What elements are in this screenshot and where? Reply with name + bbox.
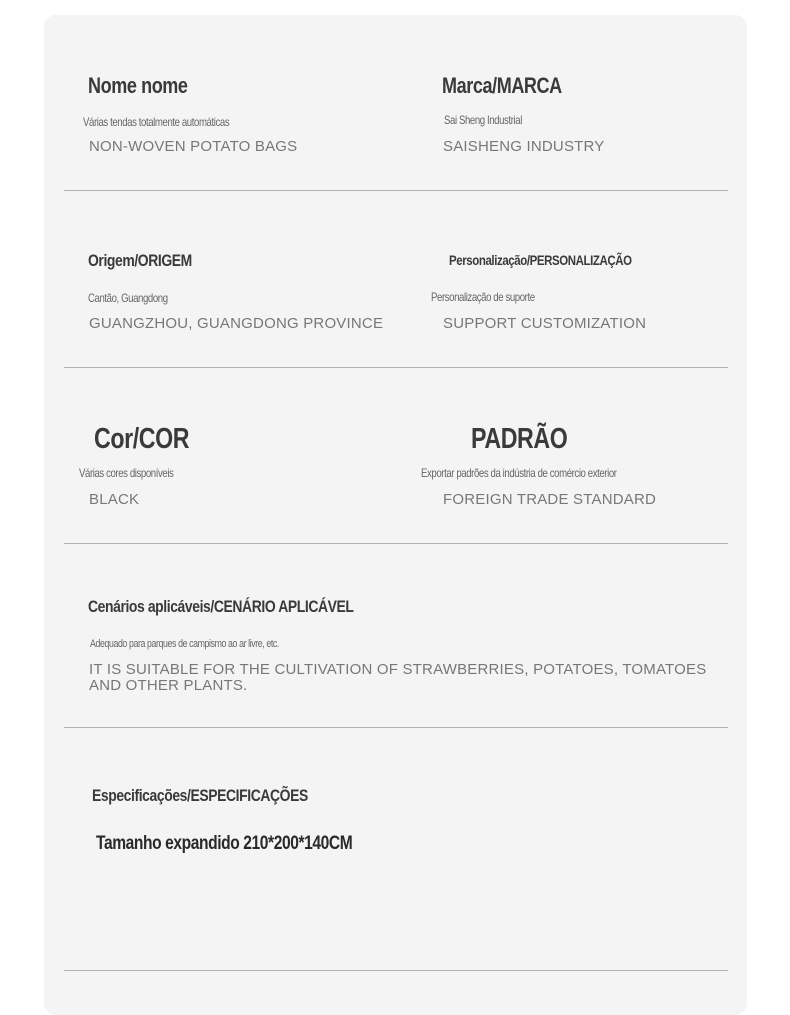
scenario-title: Cenários aplicáveis/CENÁRIO APLICÁVEL xyxy=(88,597,354,616)
scenario-subtitle: Adequado para parques de campismo ao ar livre, etc. xyxy=(90,638,279,650)
brand-title: Marca/MARCA xyxy=(442,73,562,98)
color-value: BLACK xyxy=(89,491,140,508)
divider xyxy=(64,727,728,728)
standard-subtitle: Exportar padrões da indústria de comércio exterior xyxy=(421,466,617,480)
origin-value: GUANGZHOU, GUANGDONG PROVINCE xyxy=(89,315,384,332)
divider xyxy=(64,970,728,971)
customization-value: SUPPORT CUSTOMIZATION xyxy=(443,315,647,332)
origin-title: Origem/ORIGEM xyxy=(88,251,192,270)
name-value: NON-WOVEN POTATO BAGS xyxy=(89,138,298,155)
divider xyxy=(64,190,728,191)
customization-subtitle: Personalização de suporte xyxy=(431,290,535,304)
standard-value: FOREIGN TRADE STANDARD xyxy=(443,491,657,508)
product-spec-card xyxy=(44,15,747,1015)
name-subtitle: Várias tendas totalmente automáticas xyxy=(83,115,230,129)
specs-title: Especificações/ESPECIFICAÇÕES xyxy=(92,786,308,805)
brand-subtitle: Sai Sheng Industrial xyxy=(444,113,522,127)
color-subtitle: Várias cores disponíveis xyxy=(79,466,174,480)
standard-title: PADRÃO xyxy=(471,423,568,455)
color-title: Cor/COR xyxy=(94,423,190,455)
divider xyxy=(64,543,728,544)
specs-value: Tamanho expandido 210*200*140CM xyxy=(96,833,353,854)
scenario-value: IT IS SUITABLE FOR THE CULTIVATION OF STRAWBERRIES, POTATOES, TOMATOES AND OTHER PLANTS. xyxy=(89,661,707,694)
name-title: Nome nome xyxy=(88,73,188,98)
brand-value: SAISHENG INDUSTRY xyxy=(443,138,605,155)
customization-title: Personalização/PERSONALIZAÇÃO xyxy=(449,252,632,268)
origin-subtitle: Cantão, Guangdong xyxy=(88,291,168,305)
divider xyxy=(64,367,728,368)
